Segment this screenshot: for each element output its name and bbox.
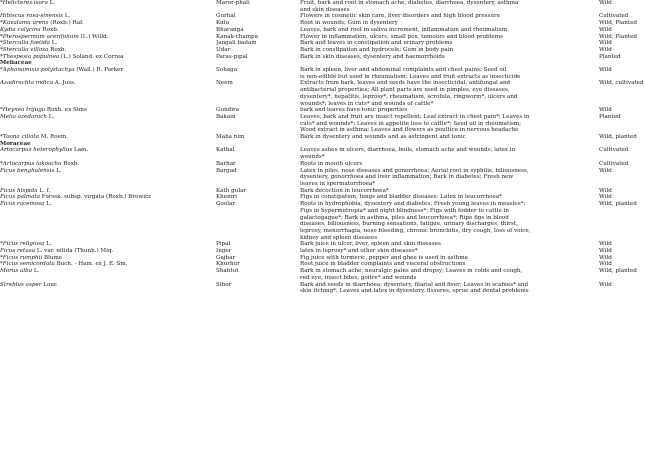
species-cell [0,268,216,275]
status-cell: Wild [599,281,612,288]
uses-cell: Extracts from bark, leaves and seeds have the insecticidal, antifungal and antibacterial properties; All plant parts are used in pimples, eye diseases, dysentery*, hepatitis, leprosy*, rheumatism, scrofula, ringworm*, ulcers and wounds*; leaves in cuts* and wounds of cattle* [300,80,518,107]
status-cell: Cultivated [599,160,629,167]
author-citation: A. Juss. [53,80,76,87]
scientific-name: Ficus hispida [0,187,38,194]
table-row [0,114,645,134]
status-cell: Wild [599,248,612,255]
species-cell [0,161,216,168]
status-cell: Wild, planted [599,201,637,208]
local-name-cell: Inger [216,248,232,255]
scientific-name: *Ficus rumphii [0,254,43,261]
scientific-name: *Thespesia populnea [0,53,60,60]
local-name-cell: Bargad [216,167,237,174]
table-row [0,34,645,41]
scientific-name: Artocarpus heterophyllus [0,147,73,154]
scientific-name: *Sterculia foetida [0,40,50,47]
table-row [0,0,645,13]
uses-cell: Figs in constipation, lungs and bladder diseases; Latex in leucorrhoea* [300,194,502,201]
scientific-name: Ficus benghalensis [0,167,55,174]
table-row [0,27,645,34]
scientific-name: *Artocarpus lakoocha [0,160,62,167]
status-cell: Wild [599,107,612,114]
uses-cell: Root juice in bladder complaints and visceral obstructions [300,261,466,268]
species-cell [0,27,216,34]
scientific-name: *Ficus religiosa [0,241,45,248]
local-name-cell: Gajhar [216,254,236,261]
table-row [0,161,645,168]
author-citation: Roxb. [48,46,67,53]
species-cell [0,40,216,47]
author-citation: L. [54,167,62,174]
uses-cell: latex in leprosy* and other skin diseases* [300,248,418,255]
uses-cell: Bark in dysentery and wounds and as astringent and tonic [300,134,466,141]
table-row [0,54,645,61]
scientific-name: Melia azedarach [0,113,47,120]
uses-cell: bark and leaves have tonic properties [300,107,408,114]
author-citation: Roxb. [61,160,80,167]
status-cell: Wild, Planted [599,33,637,40]
table-row [0,188,645,195]
scientific-name: Streblus asper [0,281,42,288]
local-name-cell: Jangali badam [216,40,257,47]
scientific-name: Azadirachta indica [0,80,54,87]
uses-cell: Fig juice with turmeric, pepper and ghee is used in asthma [300,254,469,261]
status-cell: Planted [599,113,621,120]
status-cell: Planted [599,53,621,60]
species-cell [0,13,216,20]
scientific-name: Kydia calycina [0,26,41,33]
table-row [0,248,645,255]
author-citation: Lour. [41,281,58,288]
status-cell: Wild [599,261,612,268]
uses-cell: Leaves, bark and root in saliva increment, inflammation and rheumatism [300,26,508,33]
author-citation: (L.) Willd. [78,33,109,40]
status-cell: Wild, Planted [599,20,637,27]
uses-cell: Bark in skin diseases, dysentery and haemorrhoids [300,53,445,60]
local-name-cell: Gundira [216,107,240,114]
local-name-cell: Shahtut [216,268,239,275]
scientific-name: Ficus retusa [0,248,36,255]
table-row [0,107,645,114]
status-cell: Wild, cultivated [599,80,644,87]
local-name-cell: Kathal [216,147,235,154]
author-citation: Roxb. [40,26,59,33]
table-row [0,47,645,54]
author-citation: Blume [42,254,63,261]
table-row [0,282,645,295]
local-name-cell: Khemri [216,194,237,201]
local-name-cell: Maha nim [216,134,245,141]
uses-cell: Bark in stomach ache, neuralgic pains and dropsy; Leaves in colds and cough, red eye, insect bites, goitre* and wounds [300,268,523,281]
family-heading-row [0,60,645,67]
scientific-name: *Aphanamixis polystachya [0,67,75,74]
uses-cell: Bark and seeds in diarrhoea, dysentery, filarial and fiver; Leaves in scabies* and skin itching*; Leaves and latex in dysentery, fissures, sprue and dental problems [300,281,529,295]
author-citation: L. [63,13,71,20]
family-heading: Meliaceae [0,60,32,67]
local-name-cell: Udar [216,46,231,53]
species-cell [0,47,216,54]
species-cell [0,168,216,175]
uses-cell: Bark in constipation and hydrocele; Gum in body pain [300,46,454,53]
author-citation: L. [32,268,40,275]
species-cell [0,255,216,262]
table-row [0,134,645,141]
local-name-cell: Maror-phali [216,0,250,6]
species-cell [0,241,216,248]
local-name-cell: Bakain [216,113,236,120]
uses-cell: Roots in hydrophobia, dysentery and diabetes; Fresh young leaves in measles*; Figs in hypermetropia* and night blindness*; Figs with fodder to cattle in galactogague*; Bark in asthma, piles and leucorrhoea*; Ripe figs in blood diseases, biliousness, burning sensations, fatigue, urinary discharges, thirst, leprosy, menorrhagia, nose bleeding, chronic bronchitis, dry cough, loss of voice, kidney and spleen diseases [300,201,531,241]
family-heading-row [0,141,645,148]
table-row [0,201,645,241]
species-cell [0,134,216,141]
author-citation: L. f. [37,187,51,194]
species-cell [0,248,216,255]
local-name-cell: Kulu [216,20,230,27]
author-citation: L. [47,0,56,6]
uses-cell: Leaves ashes in ulcers, diarrhoea, boils, stomach ache and wounds; latex in wounds* [300,147,516,161]
table-row [0,80,645,107]
author-citation: Forssk. subsp. virgata (Roxb.) Browicz [39,194,152,201]
author-citation: M. Roem. [38,134,69,141]
species-cell [0,261,216,268]
local-name-cell: Pipal [216,241,231,248]
status-cell: Wild [599,67,612,74]
scientific-name: Ficus palmata [0,194,40,201]
author-citation: (L.) Soland. ex Correa [59,53,124,60]
species-cell [0,34,216,41]
status-cell: Cultivated [599,13,629,20]
table-row [0,194,645,201]
author-citation: Lam. [72,147,89,154]
local-name-cell: Bharanga [216,26,244,33]
scientific-name: Hibiscus rosa-sinensis [0,13,64,20]
status-cell: Wild, planted [599,134,637,141]
uses-cell: Fruit, bark and root in stomach ache, diabetes, diarrhoea, dysentery, asthma and skin diseases [300,0,519,13]
uses-cell: Roots in mouth ulcers [300,160,363,167]
uses-cell: Bark juice in ulcer, liver, spleen and skin diseases [300,241,441,248]
status-cell: Wild [599,241,612,248]
scientific-name: *Ficus semicordata [0,261,55,268]
status-cell: Wild [599,187,612,194]
table-row [0,261,645,268]
status-cell: Wild [599,0,612,6]
author-citation: L. [50,40,58,47]
status-cell: Wild [599,26,612,33]
status-cell: Wild [599,194,612,201]
table-row [0,20,645,27]
scientific-name: Ficus racemosa [0,201,45,208]
author-citation: Roxb. ex Sims [45,107,87,114]
species-cell [0,282,216,289]
author-citation: L. [44,201,52,208]
species-cell [0,201,216,208]
species-cell [0,0,216,7]
author-citation: L. var. nitida (Thunb.) Miq. [35,248,114,255]
uses-cell: Bark and leaves in constipation and urinary problems [300,40,453,47]
status-cell: Wild [599,254,612,261]
species-cell [0,80,216,87]
local-name-cell: Paras-pipal [216,53,248,60]
family-heading: Moraceae [0,140,31,147]
author-citation: L. [46,113,55,120]
status-cell: Wild [599,46,612,53]
scientific-name: *Helicteres isora [0,0,48,6]
local-name-cell: Goolar [216,201,236,208]
scientific-name: *Sterculia villosa [0,46,49,53]
local-name-cell: Kath gular [216,187,247,194]
table-row [0,67,645,80]
species-cell [0,194,216,201]
local-name-cell: Gurhal [216,13,236,20]
table-row [0,268,645,281]
local-name-cell: Khurhur [216,261,240,268]
local-name-cell: Sohaga [216,67,238,74]
scientific-name: *Pterospermum acerifolium [0,33,79,40]
species-cell [0,67,216,74]
species-cell [0,107,216,114]
uses-cell: Flowers in cosmetic skin care, liver disorders and high blood pressure [300,13,501,20]
species-cell [0,188,216,195]
status-cell: Wild [599,167,612,174]
species-cell [0,54,216,61]
status-cell: Wild, planted [599,268,637,275]
species-cell [0,147,216,154]
table-row [0,255,645,262]
author-citation: Buch. - Ham. ex J. E. Sm. [54,261,128,268]
scientific-name: *Toona ciliata [0,134,39,141]
status-cell: Wild [599,40,612,47]
author-citation: (Roxb.) Raf. [48,20,84,27]
uses-cell: Root in wounds; Gum in dysentery [300,20,398,27]
table-row [0,13,645,20]
scientific-name: *Heynea trijuga [0,107,46,114]
local-name-cell: Neem [216,80,233,87]
table-row [0,147,645,160]
uses-cell: Bark in spleen, liver and abdominal complaints and chest pains; Seed oil is non-edible but used in rheumatism; Leaves and fruit extracts as insecticide [300,67,521,80]
table-row [0,168,645,188]
species-cell [0,114,216,121]
uses-cell: Bark decoction in leucorrhoea* [300,187,389,194]
local-name-cell: Barhar [216,160,236,167]
uses-cell: Latex in piles, nose diseases and gonorrhoea; Aerial root in syphilis, biliousness, dysentery, gonorrhoea and liver inflammation; Bark in diabetes; Fresh new leaves in spermatorrhoea* [300,167,529,187]
author-citation: L. [44,241,52,248]
table-row [0,241,645,248]
table-row [0,40,645,47]
status-cell: Cultivated [599,147,629,154]
species-cell [0,20,216,27]
scientific-name: *Kavalama urens [0,20,49,27]
uses-cell: Flower in inflammation, ulcers, small pox, tumours and blood problems [300,33,503,40]
author-citation: (Wall.) R. Parker [74,67,124,74]
local-name-cell: Kanak-champa [216,33,258,40]
uses-cell: Leaves, bark and fruit are insect repellent; Leaf extract in chest pain*; Leaves in cuts* and wounds*; Leaves in appetite loss to cattle*; Seed oil in rheumatism; Wood extract in asthma; Leaves and flowers as poultice in nervous headache [300,113,530,134]
scientific-name: Morus alba [0,268,33,275]
local-name-cell: Sihor [216,281,232,288]
